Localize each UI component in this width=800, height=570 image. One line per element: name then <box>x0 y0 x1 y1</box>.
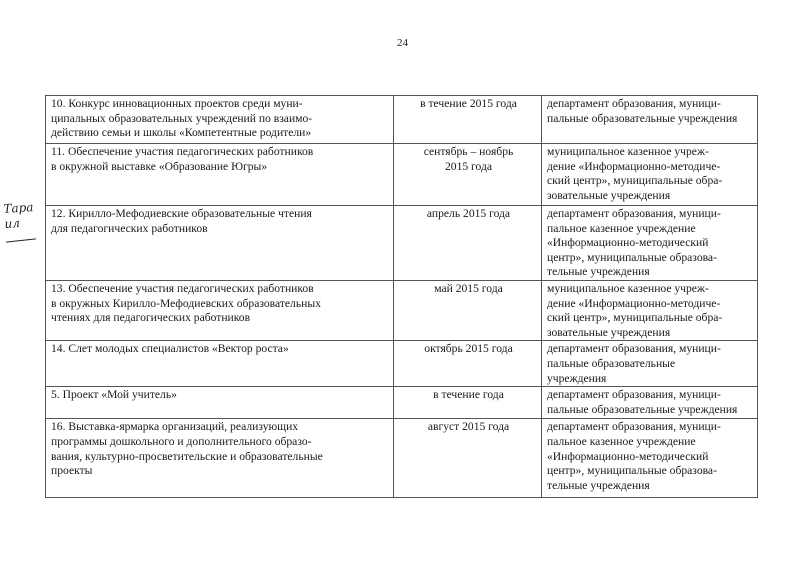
text-line: 5. Проект «Мой учитель» <box>51 388 177 402</box>
text-line: в течение года <box>433 388 504 402</box>
text-line: 12. Кирилло-Мефодиевские образовательные чтения <box>51 207 312 220</box>
text-line: чтениях для педагогических работников <box>51 311 251 325</box>
responsible-cell <box>542 281 758 341</box>
text-line: 16. Выставка-ярмарка организаций, реализующих <box>51 420 299 434</box>
table-row <box>46 144 758 206</box>
responsible-cell <box>542 419 758 498</box>
text-line: пальное казенное учреждение <box>547 221 696 235</box>
text-line: дение «Информационно-методиче- <box>547 296 721 310</box>
text-line: центр», муниципальные образова- <box>547 464 717 478</box>
table-row <box>46 206 758 281</box>
text-line: департамент образования, муници- <box>547 388 721 402</box>
text-line: муниципальное казенное учреж- <box>547 282 709 295</box>
text-line: в течение 2015 года <box>420 97 517 110</box>
text-line: май 2015 года <box>434 282 503 295</box>
table-row <box>46 419 758 498</box>
text-line: центр», муниципальные образова- <box>547 250 717 264</box>
text-line: программы дошкольного и дополнительного образо- <box>51 434 312 448</box>
text-line: муниципальное казенное учреж- <box>547 145 709 158</box>
date-cell <box>394 387 542 419</box>
text-line: дение «Информационно-методиче- <box>547 159 721 173</box>
handwritten-margin-note <box>3 200 35 232</box>
responsible-cell <box>542 144 758 206</box>
text-line: «Информационно-методический <box>547 236 709 250</box>
table-row <box>46 341 758 387</box>
text-line: департамент образования, муници- <box>547 420 721 434</box>
responsible-cell <box>542 96 758 144</box>
table-row <box>46 387 758 419</box>
text-line: ципальных образовательных учреждений по взаимо- <box>51 111 313 125</box>
date-cell <box>394 341 542 387</box>
text-line: 11. Обеспечение участия педагогических работников <box>51 145 314 158</box>
text-line: для педагогических работников <box>51 221 208 235</box>
text-line: 10. Конкурс инновационных проектов среди муни- <box>51 97 303 110</box>
event-cell <box>46 206 394 281</box>
text-line: проекты <box>51 464 93 478</box>
event-cell <box>46 96 394 144</box>
table-row <box>46 281 758 341</box>
event-cell <box>46 281 394 341</box>
table-row <box>46 96 758 144</box>
text-line: пальные образовательные учреждения <box>547 402 738 416</box>
text-line: 13. Обеспечение участия педагогических работников <box>51 282 314 295</box>
text-line: действию семьи и школы «Компетентные родители» <box>51 126 312 140</box>
text-line: в окружных Кирилло-Мефодиевских образовательных <box>51 296 321 310</box>
handwritten-line: ил <box>4 215 21 232</box>
text-line: ский центр», муниципальные обра- <box>547 174 723 188</box>
text-line: август 2015 года <box>427 420 510 434</box>
text-line: «Информационно-методический <box>547 449 709 463</box>
text-line: пальное казенное учреждение <box>547 434 696 448</box>
event-cell <box>46 341 394 387</box>
text-line: департамент образования, муници- <box>547 207 721 220</box>
events-table <box>45 95 758 498</box>
text-line: пальные образовательные учреждения <box>547 111 738 125</box>
text-line: департамент образования, муници- <box>547 342 721 356</box>
text-line: департамент образования, муници- <box>547 97 721 110</box>
text-line: зовательные учреждения <box>547 325 671 339</box>
date-cell <box>394 206 542 281</box>
text-line: учреждения <box>547 371 607 385</box>
text-line: 14. Слет молодых специалистов «Вектор роста» <box>51 342 289 356</box>
text-line: тельные учреждения <box>547 478 650 492</box>
text-line: сентябрь – ноябрь <box>423 145 514 158</box>
date-cell <box>394 144 542 206</box>
event-cell <box>46 419 394 498</box>
text-line: вания, культурно-просветительские и образовательные <box>51 449 323 463</box>
date-cell <box>394 281 542 341</box>
text-line: апрель 2015 года <box>426 207 511 220</box>
text-line: тельные учреждения <box>547 265 650 279</box>
page-number: 24 <box>397 37 408 49</box>
date-cell <box>394 96 542 144</box>
event-cell <box>46 144 394 206</box>
handwritten-underline <box>6 238 36 242</box>
text-line: зовательные учреждения <box>547 188 671 202</box>
text-line: октябрь 2015 года <box>424 342 513 356</box>
text-line: 2015 года <box>444 159 493 173</box>
event-cell <box>46 387 394 419</box>
responsible-cell <box>542 341 758 387</box>
handwritten-line: Тара <box>2 199 34 217</box>
date-cell <box>394 419 542 498</box>
responsible-cell <box>542 206 758 281</box>
text-line: ский центр», муниципальные обра- <box>547 311 723 325</box>
text-line: пальные образовательные <box>547 356 676 370</box>
text-line: в окружной выставке «Образование Югры» <box>51 159 268 173</box>
responsible-cell <box>542 387 758 419</box>
